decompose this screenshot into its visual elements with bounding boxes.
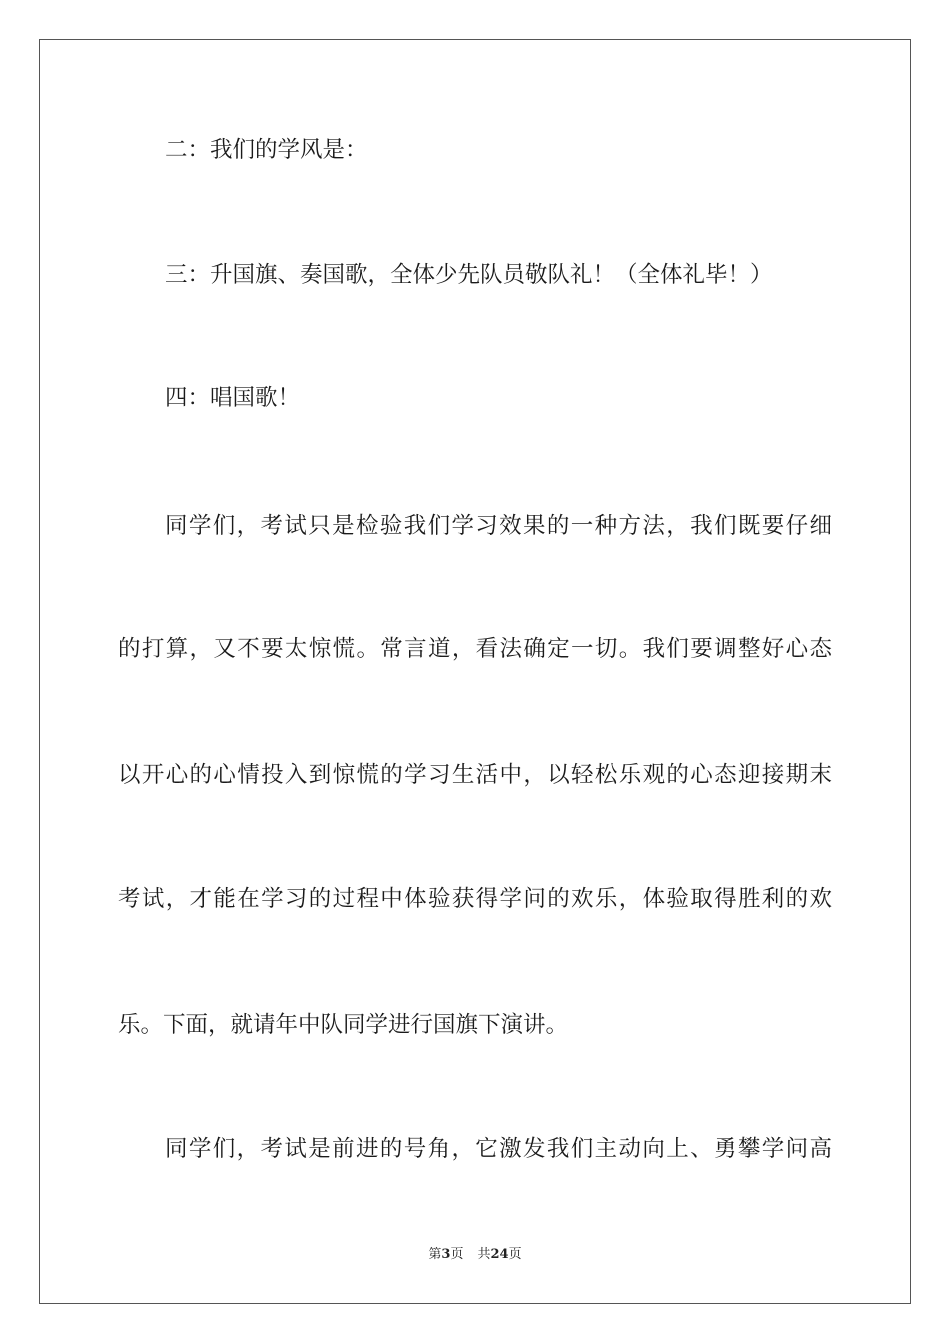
page-footer [0,1246,950,1264]
page-label: 第3页 [428,1247,464,1262]
paragraph-line: 同学们，考试是前进的号角，它激发我们主动向上、勇攀学问高 [165,1136,832,1162]
total-pages-label: 共24页 [477,1247,522,1262]
paragraph-line: 乐。下面，就请年中队同学进行国旗下演讲。 [118,1012,569,1038]
page-frame [39,39,911,1304]
paragraph-line: 同学们，考试只是检验我们学习效果的一种方法，我们既要仔细 [165,513,832,539]
paragraph-line: 二：我们的学风是： [165,137,368,163]
paragraph-line: 的打算，又不要太惊慌。常言道，看法确定一切。我们要调整好心态 [118,636,832,662]
paragraph-line: 四：唱国歌！ [165,385,301,411]
paragraph-line: 考试，才能在学习的过程中体验获得学问的欢乐，体验取得胜利的欢 [118,886,832,912]
page-number: 3 [441,1247,451,1262]
paragraph-line: 以开心的心情投入到惊慌的学习生活中，以轻松乐观的心态迎接期末 [118,762,832,788]
paragraph-line: 三：升国旗、奏国歌，全体少先队员敬队礼！（全体礼毕！） [165,262,773,288]
total-pages: 24 [490,1247,509,1262]
